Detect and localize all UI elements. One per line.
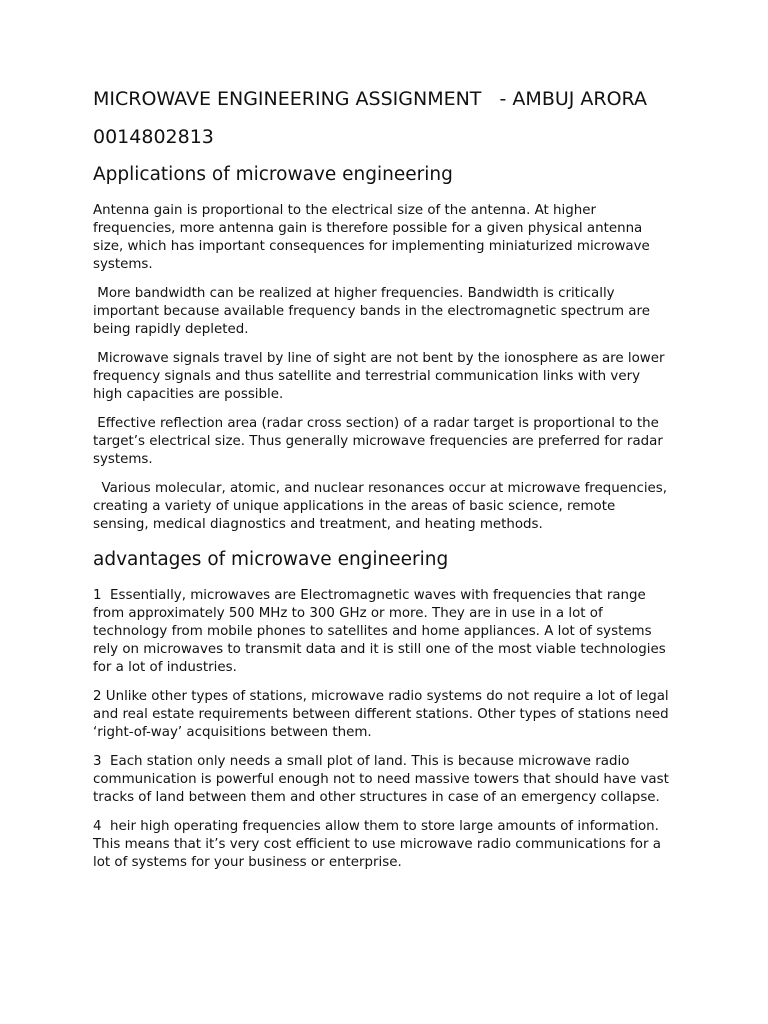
- paragraph: More bandwidth can be realized at higher frequencies. Bandwidth is critically important because available frequency bands in the electromagnetic spectrum are being rapidly depleted.: [93, 286, 655, 337]
- paragraph: Various molecular, atomic, and nuclear resonances occur at microwave frequencies, creating a variety of unique applications in the areas of basic science, remote sensing, medical diagnostics and treatment, and heating methods.: [93, 481, 672, 532]
- paragraph: 1 Essentially, microwaves are Electromagnetic waves with frequencies that range from approximately 500 MHz to 300 GHz or more. They are in use in a lot of technology from mobile phones to satellites and home appliances. A lot of systems rely on microwaves to transmit data and it is still one of the most viable technologies for a lot of industries.: [93, 588, 670, 675]
- paragraph: Antenna gain is proportional to the electrical size of the antenna. At higher frequencies, more antenna gain is therefore possible for a given physical antenna size, which has important consequences for implementing miniaturized microwave systems.: [93, 203, 655, 272]
- section-heading-applications: Applications of microwave engineering: [93, 164, 453, 185]
- paragraph: 4 heir high operating frequencies allow them to store large amounts of information. This means that it’s very cost efficient to use microwave radio communications for a lot of systems for your business or enterprise.: [93, 819, 666, 870]
- paragraph: 2 Unlike other types of stations, microwave radio systems do not require a lot of legal and real estate requirements between different stations. Other types of stations need ‘right-of-way’ acquisitions between them.: [93, 689, 673, 740]
- paragraph: Microwave signals travel by line of sight are not bent by the ionosphere as are lower frequency signals and thus satellite and terrestrial communication links with very high capacities are possible.: [93, 351, 669, 402]
- document-title: MICROWAVE ENGINEERING ASSIGNMENT - AMBUJ ARORA: [93, 88, 647, 110]
- section-heading-advantages: advantages of microwave engineering: [93, 549, 449, 570]
- student-id-number: 0014802813: [93, 126, 214, 148]
- advantages-section-body: [93, 587, 673, 872]
- paragraph: 3 Each station only needs a small plot of land. This is because microwave radio communication is powerful enough not to need massive towers that should have vast tracks of land between them and other structures in case of an emergency collapse.: [93, 754, 674, 805]
- applications-section-body: [93, 202, 673, 534]
- paragraph: Effective reflection area (radar cross section) of a radar target is proportional to the target’s electrical size. Thus generally microwave frequencies are preferred for radar systems.: [93, 416, 668, 467]
- document-page: [93, 86, 673, 872]
